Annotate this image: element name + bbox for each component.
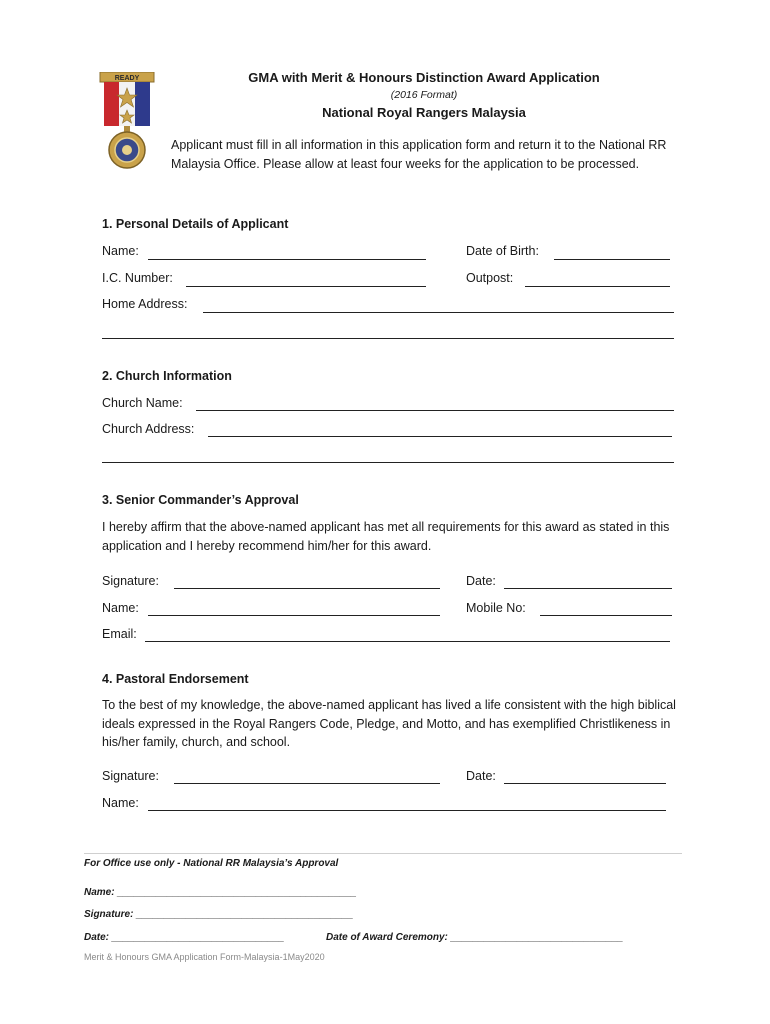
church-address-field[interactable] — [208, 436, 672, 437]
pastor-signature-label: Signature: — [102, 769, 159, 783]
section3-heading: 3. Senior Commander’s Approval — [102, 493, 299, 507]
form-title: GMA with Merit & Honours Distinction Award Application — [248, 70, 600, 85]
pastor-date-label: Date: — [466, 769, 496, 783]
commander-name-field[interactable] — [148, 615, 440, 616]
commander-mobile-field[interactable] — [540, 615, 672, 616]
commander-signature-field[interactable] — [174, 588, 440, 589]
outpost-field[interactable] — [525, 286, 670, 287]
format-note: (2016 Format) — [390, 89, 458, 101]
office-name-field[interactable]: Name: ___________________________________________ — [84, 887, 357, 898]
commander-date-field[interactable] — [504, 588, 672, 589]
section2-heading: 2. Church Information — [102, 369, 232, 383]
ic-label: I.C. Number: — [102, 271, 173, 285]
intro-paragraph: Applicant must fill in all information in this application form and return it to the National RR Malaysia Office. Please allow at least four weeks for the application to be processed. — [171, 138, 667, 171]
address-field[interactable] — [203, 312, 674, 313]
church-address-field-line2[interactable] — [102, 462, 674, 463]
address-field-line2[interactable] — [102, 338, 674, 339]
medal-emblem-icon — [96, 72, 158, 182]
office-divider — [84, 853, 682, 854]
office-date-field[interactable]: Date: _______________________________ — [84, 932, 285, 943]
outpost-label: Outpost: — [466, 271, 514, 285]
svg-text:READY: READY — [114, 75, 140, 82]
commander-statement: I hereby affirm that the above-named applicant has met all requirements for this award as stated in this application and I hereby recommend him/her for this award. — [102, 520, 670, 553]
pastor-date-field[interactable] — [504, 783, 666, 784]
church-address-label: Church Address: — [102, 422, 195, 436]
address-label: Home Address: — [102, 297, 188, 311]
commander-signature-label: Signature: — [102, 574, 159, 588]
pastoral-statement: To the best of my knowledge, the above-named applicant has lived a life consistent with the high biblical ideals expressed in the Royal Rangers Code, Pledge, and Motto, and has exemplified Christlikeness in his/her family, church, and school. — [102, 698, 676, 749]
dob-field[interactable] — [554, 259, 670, 260]
name-field[interactable] — [148, 259, 426, 260]
pastor-name-label: Name: — [102, 796, 139, 810]
dob-label: Date of Birth: — [466, 244, 539, 258]
name-label: Name: — [102, 244, 139, 258]
section1-heading: 1. Personal Details of Applicant — [102, 217, 289, 231]
commander-mobile-label: Mobile No: — [466, 601, 526, 615]
footer-text: Merit & Honours GMA Application Form-Malaysia-1May2020 — [84, 952, 325, 962]
ic-field[interactable] — [186, 286, 426, 287]
commander-email-field[interactable] — [145, 641, 670, 642]
office-heading: For Office use only - National RR Malaysia’s Approval — [84, 858, 339, 869]
award-ceremony-date-field[interactable]: Date of Award Ceremony: _______________________________ — [326, 932, 624, 943]
church-name-label: Church Name: — [102, 396, 183, 410]
organization-name: National Royal Rangers Malaysia — [322, 105, 526, 120]
pastor-name-field[interactable] — [148, 810, 666, 811]
office-signature-field[interactable]: Signature: _______________________________________ — [84, 909, 354, 920]
pastor-signature-field[interactable] — [174, 783, 440, 784]
commander-name-label: Name: — [102, 601, 139, 615]
commander-email-label: Email: — [102, 627, 137, 641]
commander-date-label: Date: — [466, 574, 496, 588]
church-name-field[interactable] — [196, 410, 674, 411]
section4-heading: 4. Pastoral Endorsement — [102, 672, 249, 686]
